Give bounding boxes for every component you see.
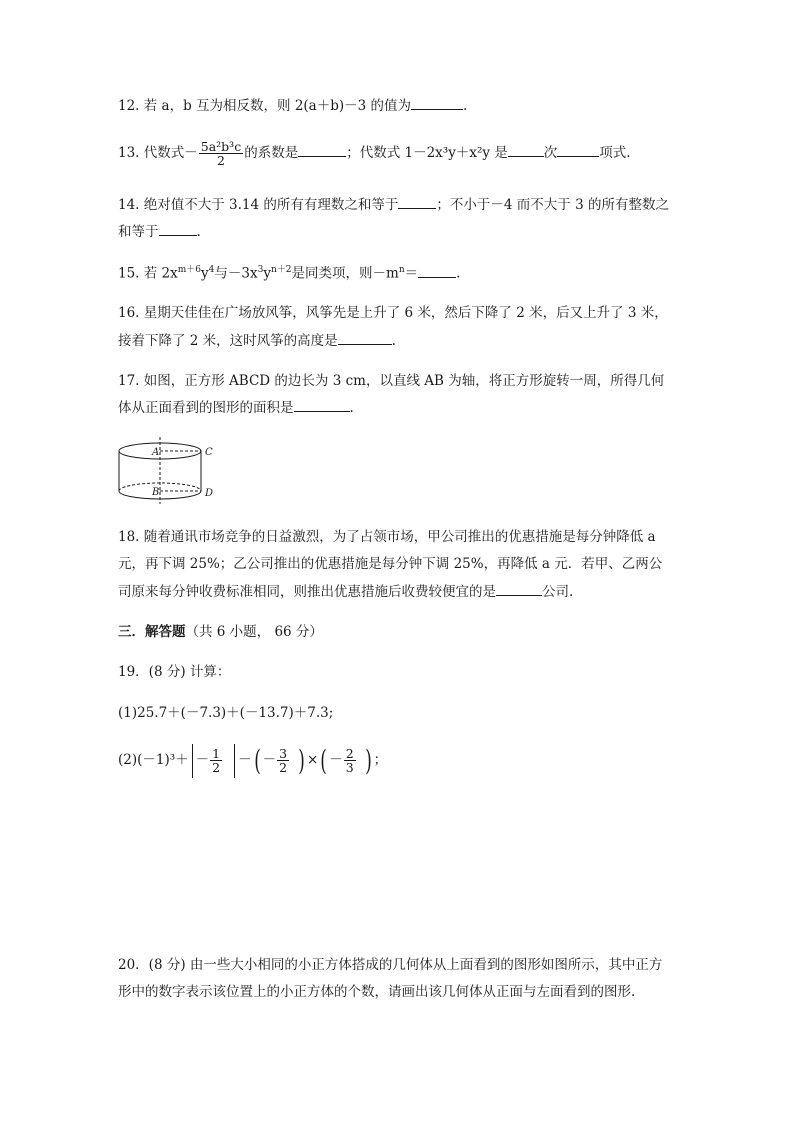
answer-blank bbox=[294, 397, 350, 412]
label-b: B bbox=[152, 487, 160, 498]
label-c: C bbox=[205, 447, 213, 458]
answer-blank bbox=[298, 142, 346, 157]
answer-blank bbox=[557, 142, 599, 157]
question-17-line2: 体从正面看到的图形的面积是 . bbox=[118, 397, 354, 418]
question-16-line2: 接着下降了 2 米，这时风筝的高度是 . bbox=[118, 330, 396, 351]
answer-blank bbox=[508, 142, 544, 157]
fraction: $\frac{2}{3}$ bbox=[345, 746, 354, 775]
fraction: $\frac{3}{2}$ bbox=[279, 746, 288, 775]
section-heading bbox=[118, 622, 323, 642]
abs-bar-right bbox=[234, 744, 235, 778]
question-20-line2: 形中的数字表示该位置上的小正方体的个数，请画出该几何体从正面与左面看到的图形. bbox=[118, 984, 636, 1000]
section-title: 三．解答题 bbox=[118, 624, 186, 640]
answer-blank bbox=[411, 95, 463, 110]
answer-blank bbox=[159, 221, 197, 236]
question-19-part1: (1)25.7＋(－7.3)＋(－13.7)＋7.3; bbox=[118, 705, 334, 721]
cylinder-figure bbox=[112, 434, 224, 506]
question-20: 20．(8 分) 由一些大小相同的小正方体搭成的几何体从上面看到的图形如图所示，其中正方 bbox=[118, 957, 663, 973]
fraction: $\frac{\text{5a²b³c}}{2}$ bbox=[200, 139, 242, 168]
label-a: A bbox=[152, 447, 160, 458]
question-18: 18. 随着通讯市场竞争的日益激烈，为了占领市场，甲公司推出的优惠措施是每分钟降低 a bbox=[118, 529, 656, 545]
answer-blank bbox=[496, 581, 542, 596]
abs-bar-left bbox=[192, 744, 193, 778]
question-18-line2: 元，再下调 25%；乙公司推出的优惠措施是每分钟下调 25%，再降低 a 元．若甲、乙两公 bbox=[118, 556, 663, 572]
section-note: （共 6 小题， 66 分） bbox=[185, 624, 323, 640]
answer-blank bbox=[338, 330, 392, 345]
question-19-part2: (2)(－1)³＋ － $\frac{1}{2}$ －( － $\frac{3}{2}$ ) ×( － $\frac{2}{3}$ ) ； bbox=[118, 743, 388, 777]
question-14: 14. 绝对值不大于 3.14 的所有有理数之和等于 ；不小于－4 而不大于 3 的所有整数之 bbox=[118, 194, 669, 215]
question-13: 13. 代数式－ $\frac{\text{5a²b³c}}{2}$ 的系数是 ；代数式 1－2x³y＋x²y 是 次 项式. bbox=[118, 139, 631, 168]
q12-text: 12. 若 a，b 互为相反数，则 2(a＋b)－3 的值为 bbox=[118, 98, 412, 114]
question-19: 19．(8 分) 计算： bbox=[118, 664, 231, 680]
question-14-line2: 和等于 . bbox=[118, 221, 201, 242]
label-d: D bbox=[205, 488, 214, 499]
question-16: 16. 星期天佳佳在广场放风筝，风筝先是上升了 6 米，然后下降了 2 米，后又上升了 3 米， bbox=[118, 305, 668, 321]
question-15: 15. 若 $2x^{m+6}y^4$与$-3x^3y^{n+2}$是同类项，则$-m^n=$ . bbox=[118, 260, 460, 284]
answer-blank bbox=[418, 263, 456, 278]
fraction: $\frac{1}{2}$ bbox=[212, 746, 221, 775]
question-18-line3: 司原来每分钟收费标准相同，则推出优惠措施后收费较便宜的是 公司. bbox=[118, 581, 573, 602]
question-17: 17. 如图，正方形 ABCD 的边长为 3 cm，以直线 AB 为轴，将正方形旋转一周，所得几何 bbox=[118, 373, 665, 389]
question-12: 12. 若 a，b 互为相反数，则 2(a＋b)－3 的值为 . bbox=[118, 95, 467, 116]
answer-blank bbox=[398, 194, 436, 209]
